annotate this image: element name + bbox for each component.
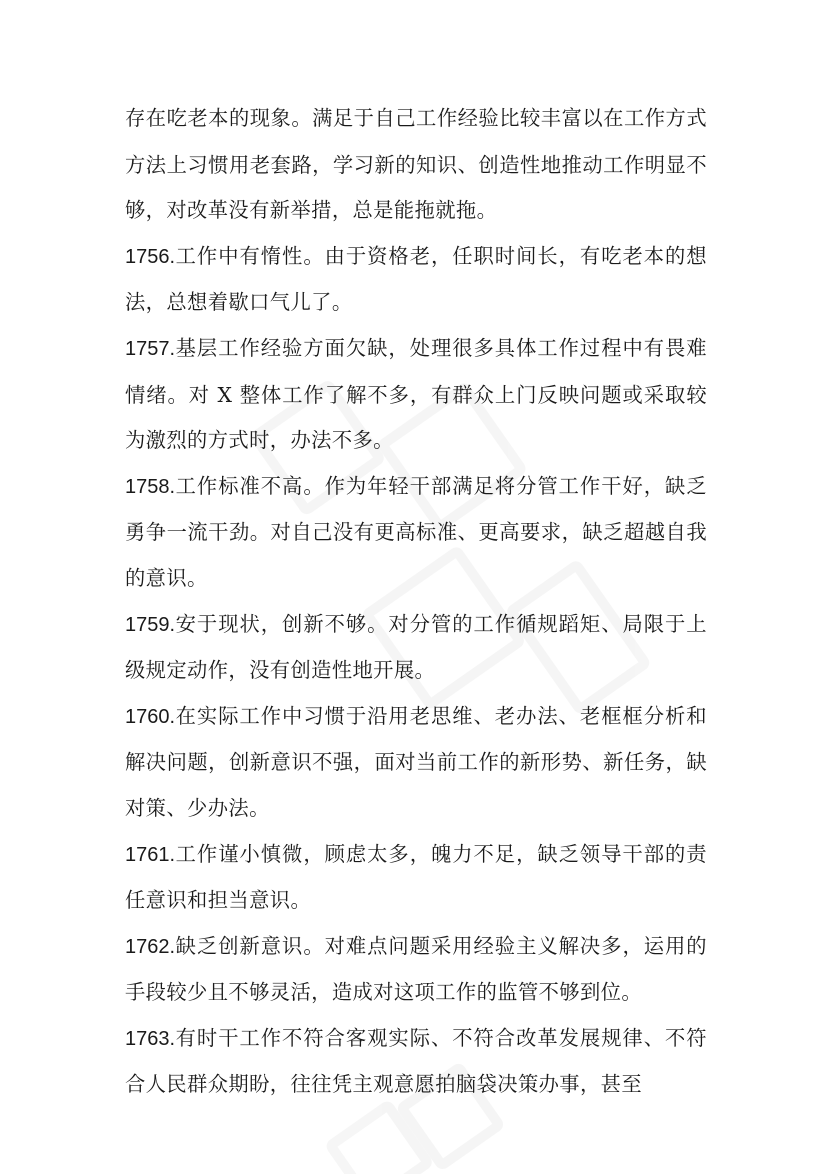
paragraph — [125, 832, 707, 924]
paragraph — [125, 694, 707, 832]
paragraph — [125, 326, 707, 464]
paragraph — [125, 464, 707, 602]
paragraph-number: 1762. — [125, 935, 176, 958]
paragraph-text: 有时干工作不符合客观实际、不符合改革发展规律、不符合人民群众期盼，往往凭主观意愿拍脑袋决策办事，甚至 — [125, 1025, 707, 1097]
paragraph-number: 1758. — [125, 475, 176, 498]
document-body — [125, 96, 707, 1108]
paragraph-number: 1759. — [125, 613, 176, 636]
paragraph — [125, 1016, 707, 1108]
paragraph — [125, 924, 707, 1016]
paragraph — [125, 96, 707, 234]
paragraph-text: 存在吃老本的现象。满足于自己工作经验比较丰富以在工作方式方法上习惯用老套路，学习新的知识、创造性地推动工作明显不够，对改革没有新举措，总是能拖就拖。 — [125, 106, 707, 223]
paragraph-text: 安于现状，创新不够。对分管的工作循规蹈矩、局限于上级规定动作，没有创造性地开展。 — [125, 611, 707, 683]
paragraph — [125, 234, 707, 326]
paragraph-text: 基层工作经验方面欠缺，处理很多具体工作过程中有畏难情绪。对 X 整体工作了解不多，有群众上门反映问题或采取较为激烈的方式时，办法不多。 — [125, 335, 707, 453]
paragraph-text: 工作标准不高。作为年轻干部满足将分管工作干好，缺乏勇争一流干劲。对自己没有更高标准、更高要求，缺乏超越自我的意识。 — [125, 473, 707, 590]
paragraph-text: 工作谨小慎微，顾虑太多，魄力不足，缺乏领导干部的责任意识和担当意识。 — [125, 841, 707, 913]
paragraph-text: 缺乏创新意识。对难点问题采用经验主义解决多，运用的手段较少且不够灵活，造成对这项工作的监管不够到位。 — [125, 933, 707, 1005]
paragraph-text: 工作中有惰性。由于资格老，任职时间长，有吃老本的想法，总想着歇口气儿了。 — [125, 243, 707, 315]
paragraph-text: 在实际工作中习惯于沿用老思维、老办法、老框框分析和解决问题，创新意识不强，面对当前工作的新形势、新任务，缺对策、少办法。 — [125, 703, 707, 820]
paragraph-number: 1757. — [125, 337, 176, 360]
paragraph-number: 1763. — [125, 1027, 176, 1050]
paragraph-number: 1761. — [125, 843, 176, 866]
paragraph-number: 1756. — [125, 245, 176, 268]
paragraph — [125, 602, 707, 694]
paragraph-number: 1760. — [125, 705, 176, 728]
watermark-shape — [323, 1098, 434, 1174]
